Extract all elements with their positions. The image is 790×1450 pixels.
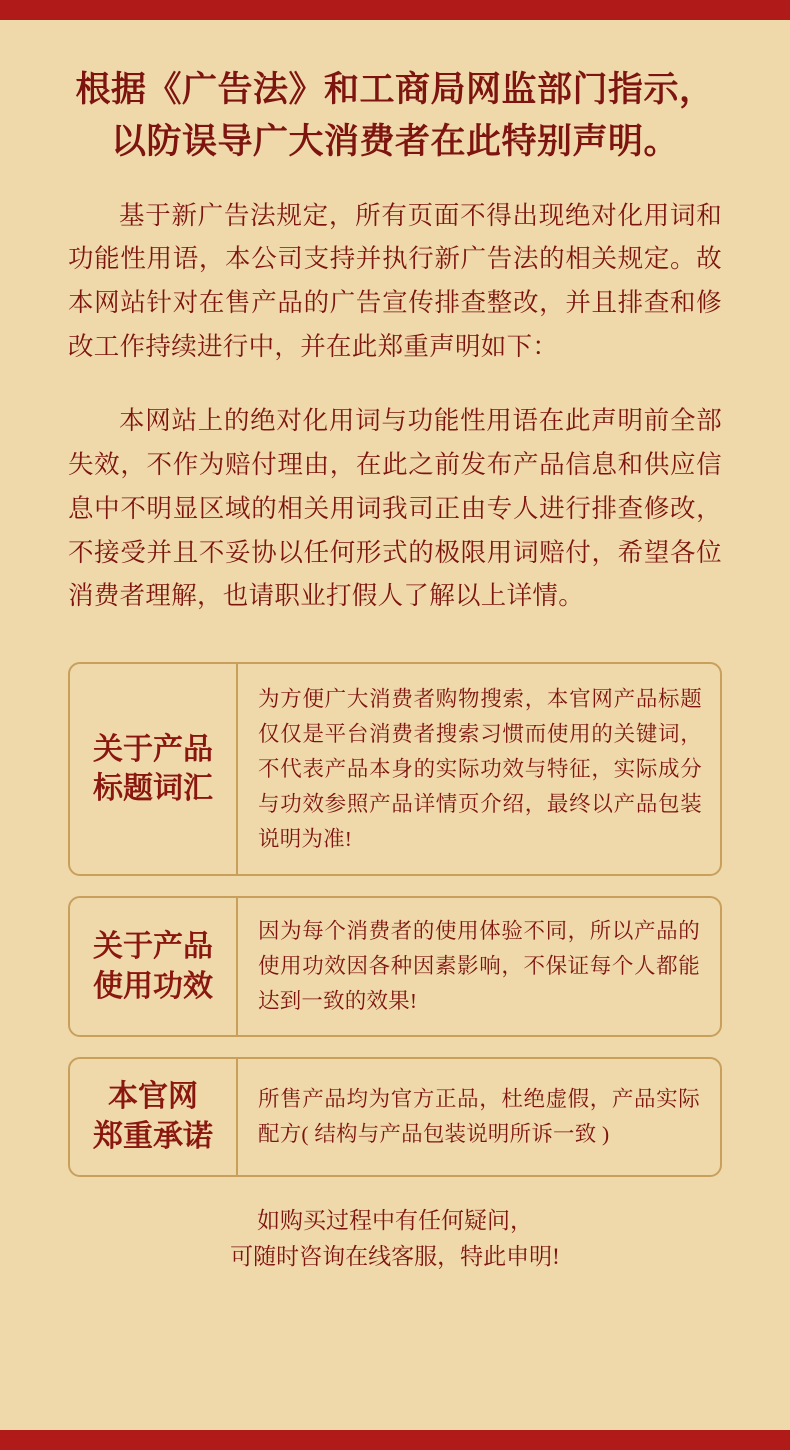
page-title-line2: 以防误导广大消费者在此特别声明。	[110, 121, 679, 161]
card-title-line1: 关于产品	[93, 930, 213, 964]
top-red-band	[0, 0, 790, 20]
statement-cards	[68, 662, 722, 1177]
card-title	[70, 1059, 238, 1175]
page-title	[68, 64, 722, 168]
card-body: 所售产品均为官方正品，杜绝虚假，产品实际配方( 结构与产品包装说明所诉一致 )	[258, 1087, 700, 1146]
card-title-line2: 标题词汇	[93, 772, 213, 806]
footer-line1: 如购买过程中有任何疑问，	[257, 1207, 533, 1233]
statement-paragraph-1: 基于新广告法规定，所有页面不得出现绝对化用词和功能性用语，本公司支持并执行新广告法的相关规定。故本网站针对在售产品的广告宣传排查整改，并且排查和修改工作持续进行中，并在此郑重声明如下：	[68, 200, 722, 362]
card-title-line1: 关于产品	[93, 732, 213, 766]
bottom-red-band	[0, 1430, 790, 1450]
card-body: 为方便广大消费者购物搜索，本官网产品标题仅仅是平台消费者搜索习惯而使用的关键词，不代表产品本身的实际功效与特征，实际成分与功效参照产品详情页介绍，最终以产品包装说明为准!	[258, 687, 702, 851]
card-title	[70, 664, 238, 874]
card-official-promise	[68, 1057, 722, 1177]
card-title-line2: 使用功效	[93, 969, 213, 1003]
card-product-title-wording	[68, 662, 722, 876]
card-title	[70, 898, 238, 1034]
card-body: 因为每个消费者的使用体验不同，所以产品的使用功效因各种因素影响，不保证每个人都能达到一致的效果!	[258, 919, 700, 1014]
statement-content	[0, 20, 790, 1430]
statement-paragraph-2: 本网站上的绝对化用词与功能性用语在此声明前全部失效，不作为赔付理由，在此之前发布产品信息和供应信息中不明显区域的相关用词我司正由专人进行排查修改，不接受并且不妥协以任何形式的极限用词赔付，希望各位消费者理解，也请职业打假人了解以上详情。	[68, 406, 722, 611]
page-title-line1: 根据《广告法》和工商局网监部门指示，	[75, 70, 715, 109]
card-title-line2: 郑重承诺	[93, 1119, 213, 1153]
footer-note	[68, 1203, 722, 1276]
card-title-line1: 本官网	[108, 1080, 198, 1114]
footer-line2: 可随时咨询在线客服，特此申明!	[230, 1244, 560, 1270]
card-product-effect	[68, 896, 722, 1036]
